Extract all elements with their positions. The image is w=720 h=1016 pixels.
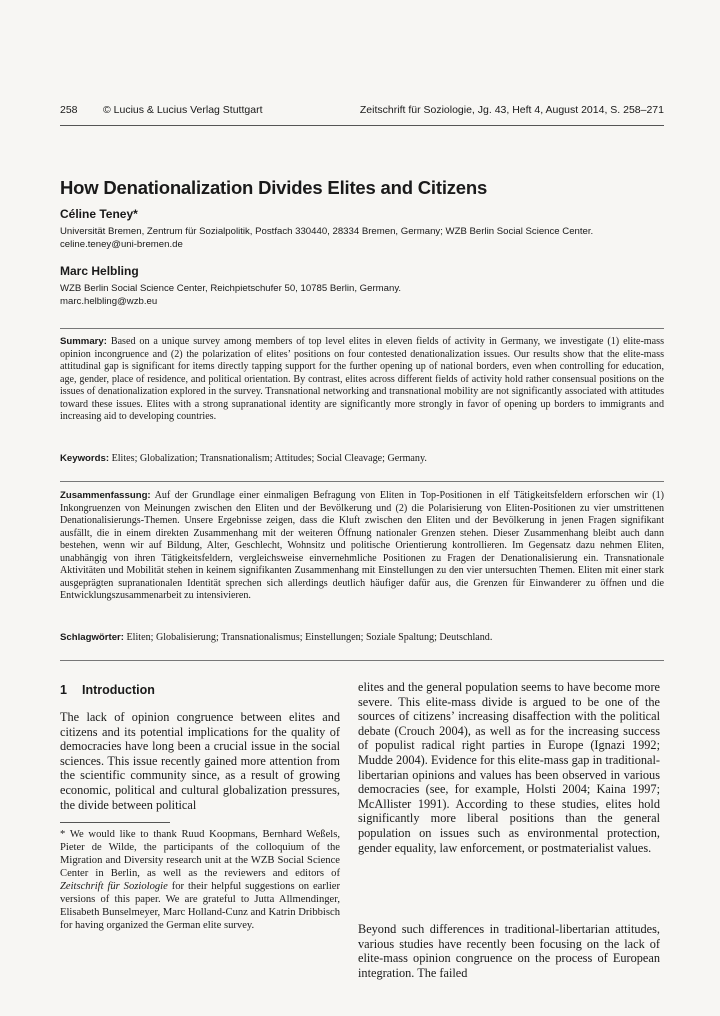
footnote-text-before: * We would like to thank Ruud Koopmans, Bernhard Weßels, Pieter de Wilde, the participants of the colloquium of the Migration and Diversity research unit at the WZB Social Science Center in Berlin, as well as the reviewers and editors of	[60, 829, 340, 879]
schlagwoerter-label: Schlagwörter:	[60, 632, 124, 643]
section-number: 1	[60, 683, 67, 697]
abstract-rule-middle	[60, 481, 664, 482]
article-title: How Denationalization Divides Elites and Citizens	[60, 177, 488, 198]
author-affiliation-2	[60, 283, 664, 308]
author-affiliation-1	[60, 226, 664, 251]
footnote-journal-italic: Zeitschrift für Soziologie	[60, 881, 168, 892]
summary-label: Summary:	[60, 336, 107, 347]
header-rule	[60, 125, 664, 126]
summary-paragraph	[60, 336, 664, 424]
keywords-label: Keywords:	[60, 453, 110, 464]
publisher-line: © Lucius & Lucius Verlag Stuttgart	[103, 104, 263, 116]
author-name-2: Marc Helbling	[60, 264, 139, 278]
affiliation-text-1: Universität Bremen, Zentrum für Sozialpolitik, Postfach 330440, 28334 Bremen, Germany; WZB Berlin Social Science Center.	[60, 226, 594, 237]
section-heading	[60, 683, 340, 697]
footnote-rule	[60, 822, 170, 823]
summary-text: Based on a unique survey among members of top level elites in eleven fields of activity in Germany, we investigate (1) elite-mass opinion incongruence and (2) the polarization of elites’ positions on four contested denationalization issues. Our results show that the elite-mass attitudinal gap is significant for items directly tapping support for the further opening up of national borders, even when controlling for education, age, gender, place of residence, and political orientation. By contrast, elites across different fields of activity hold rather consensual positions on the issues of denationalization explored in the survey. Transnational networking and transnational mobility are not significantly associated with attitudes toward these issues. Elites with a strong supranational identity are significantly more strongly in favor of opening up borders to immigrants and increasing aid to developing countries.	[60, 336, 664, 422]
author-name-1: Céline Teney*	[60, 207, 138, 221]
section-title: Introduction	[82, 683, 155, 697]
intro-right-column-paragraph-1: elites and the general population seems to have become more severe. This elite-mass divide is argued to be one of the sources of citizens’ increasing disaffection with the political debate (Crouch 2004), as well as for the increasing success of populist radical right parties in Europe (Ignazi 1992; Mudde 2004). Evidence for this elite-mass gap in traditional-libertarian opinions and values has been observed in various democracies (see, for example, Holsti 2004; Kaina 1997; McAllister 1991). According to these studies, elites hold significantly more liberal positions than the general population on issues such as environmental protection, gender equality, law enforcement, or postmaterialist values.	[358, 680, 660, 855]
keywords-paragraph	[60, 453, 664, 466]
zusammenfassung-text: Auf der Grundlage einer einmaligen Befragung von Eliten in Top-Positionen in elf Tätigkeitsfeldern erforschen wir (1) Inkongruenzen von Meinungen zwischen den Eliten und der Bevölkerung und (2) die Polarisierung von Eliten-Positionen zu vier umstrittenen Denationalisierungs-Themen. Unsere Ergebnisse zeigen, dass die Kluft zwischen den Eliten und der Bevölkerung in jenen Fragen signifikant ausfällt, die in einem direkten Zusammenhang mit der weiteren Öffnung nationaler Grenzen stehen. Dieser Zusammenhang bleibt auch dann bestehen, wenn wir auf Bildung, Alter, Geschlecht, Wohnsitz und politische Orientierung kontrollieren. Im Gegensatz dazu nehmen Eliten, unabhängig von ihren Tätigkeitsfeldern, vergleichsweise einvernehmliche Positionen zu Fragen der Denationalisierung ein. Transnationale Aktivitäten und Mobilität stehen in keinem signifikanten Zusammenhang mit Einstellungen zu den vier untersuchten Themen. Eliten mit einer stark ausgeprägten supranationalen Identität sprechen sich allerdings deutlich häufiger dafür aus, die Grenzen für Einwanderer zu öffnen und die Entwicklungszusammenarbeit zu intensivieren.	[60, 490, 664, 601]
zusammenfassung-label: Zusammenfassung:	[60, 490, 151, 501]
author-email-1: celine.teney@uni-bremen.de	[60, 238, 183, 250]
intro-right-column-paragraph-2: Beyond such differences in traditional-libertarian attitudes, various studies have recently been focusing on the lack of elite-mass opinion congruence on the process of European integration. The failed	[358, 922, 660, 980]
page-number: 258	[60, 104, 78, 116]
footnote-text-after: for their helpful suggestions on earlier versions of this paper. We are grateful to Jutta Allmendinger, Elisabeth Bunselmeyer, Marc Holland-Cunz and Katrin Dribbisch for having organized the German elite survey.	[60, 881, 340, 931]
affiliation-text-2: WZB Berlin Social Science Center, Reichpietschufer 50, 10785 Berlin, Germany.	[60, 283, 402, 294]
running-header	[60, 104, 664, 124]
journal-citation: Zeitschrift für Soziologie, Jg. 43, Heft 4, August 2014, S. 258–271	[359, 104, 664, 116]
schlagwoerter-text: Eliten; Globalisierung; Transnationalismus; Einstellungen; Soziale Spaltung; Deutschland.	[126, 632, 493, 643]
acknowledgement-footnote	[60, 828, 340, 932]
schlagwoerter-paragraph	[60, 632, 664, 645]
abstract-rule-top	[60, 328, 664, 329]
author-email-2: marc.helbling@wzb.eu	[60, 295, 158, 307]
zusammenfassung-paragraph	[60, 490, 664, 603]
intro-left-column: The lack of opinion congruence between elites and citizens and its potential implications for the quality of democracies have long been a crucial issue in the social sciences. This issue recently gained more attention from the scientific community since, as a result of growing economic, political and cultural globalization pressures, the divide between political	[60, 710, 340, 812]
keywords-text: Elites; Globalization; Transnationalism; Attitudes; Social Cleavage; Germany.	[111, 453, 427, 464]
abstract-rule-bottom	[60, 660, 664, 661]
